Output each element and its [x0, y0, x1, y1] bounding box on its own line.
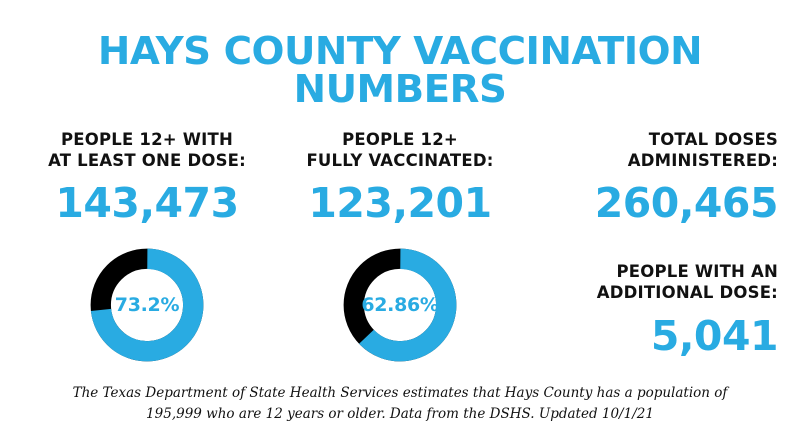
one-dose-percent-label: 73.2% [114, 294, 180, 317]
fully-vaccinated-donut-chart [339, 244, 461, 366]
stat-block-fully-vaccinated [275, 130, 525, 366]
stats-columns [0, 108, 800, 366]
fully-vaccinated-label [306, 130, 493, 171]
one-dose-label-line2: AT LEAST ONE DOSE: [48, 150, 246, 170]
stat-block-right-column [528, 130, 778, 366]
total-doses-label-line1: TOTAL DOSES [648, 130, 778, 149]
fully-vaccinated-label-line2: FULLY VACCINATED: [306, 150, 494, 170]
one-dose-donut-chart [86, 244, 208, 366]
additional-dose-label-line2: ADDITIONAL DOSE: [596, 282, 778, 302]
total-doses-value: 260,465 [594, 179, 778, 228]
additional-dose-label [597, 262, 778, 303]
footnote [0, 383, 800, 425]
fully-vaccinated-label-line1: PEOPLE 12+ [342, 130, 458, 149]
stat-block-one-dose [22, 130, 272, 366]
one-dose-label [48, 130, 246, 171]
additional-dose-label-line1: PEOPLE WITH AN [616, 262, 778, 282]
one-dose-value: 143,473 [55, 179, 239, 228]
additional-dose-value: 5,041 [650, 311, 778, 360]
page-title: HAYS COUNTY VACCINATION NUMBERS [97, 29, 703, 111]
one-dose-label-line1: PEOPLE 12+ WITH [61, 130, 233, 149]
fully-vaccinated-percent-label: 62.86% [361, 294, 439, 317]
fully-vaccinated-value: 123,201 [308, 179, 492, 228]
total-doses-label-line2: ADMINISTERED: [627, 150, 778, 170]
footnote-line1: The Texas Department of State Health Services estimates that Hays County has a population of [72, 385, 728, 402]
total-doses-label [628, 130, 778, 171]
footnote-line2: 195,999 who are 12 years or older. Data from the DSHS. Updated 10/1/21 [146, 406, 654, 423]
